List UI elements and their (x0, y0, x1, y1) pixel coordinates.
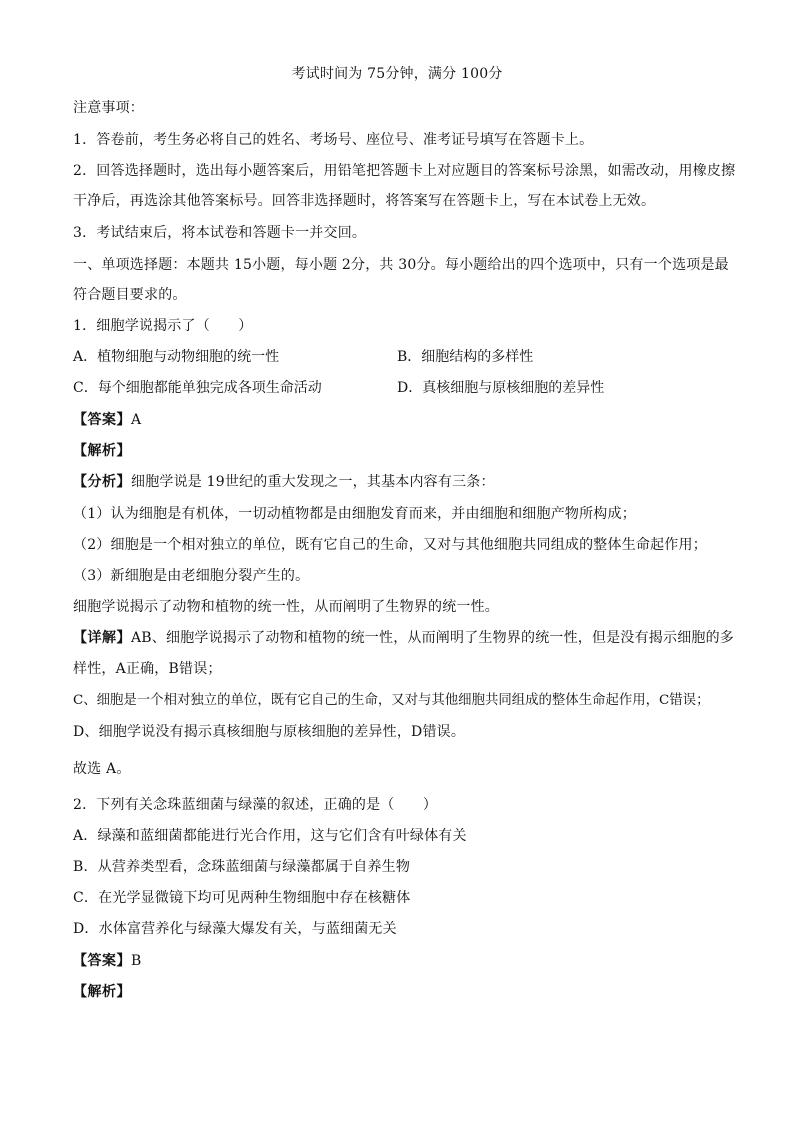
q1-fenxi (73, 472, 495, 492)
q1-option-c: C．每个细胞都能单独完成各项生命活动 (73, 380, 322, 396)
q2-answer-value: B (131, 953, 142, 969)
q2-option-d: D．水体富营养化与绿藻大爆发有关，与蓝细菌无关 (73, 921, 397, 937)
q1-answer-tag: 【答案】 (73, 412, 131, 428)
q1-options-row-1 (73, 347, 723, 367)
q2-answer (73, 951, 142, 971)
section-heading-line-2: 符合题目要求的。 (73, 287, 187, 303)
notice-item-3: 3．考试结束后，将本试卷和答题卡一并交回。 (73, 225, 367, 241)
q1-conclusion: 故选 A。 (73, 761, 131, 777)
q1-point-3: （3）新细胞是由老细胞分裂产生的。 (73, 568, 310, 584)
q1-analysis-label: 【解析】 (73, 443, 131, 459)
q1-xiangjie-line-1 (73, 628, 734, 648)
q1-point-1: （1）认为细胞是有机体，一切动植物都是由细胞发育而来，并由细胞和细胞产物所构成； (73, 506, 636, 522)
q1-analysis-tag (73, 441, 131, 461)
q1-stem: 1．细胞学说揭示了（ ） (73, 318, 253, 334)
q1-answer-value: A (131, 412, 142, 428)
q2-option-a: A．绿藻和蓝细菌都能进行光合作用，这与它们含有叶绿体有关 (73, 828, 467, 844)
q1-xiangjie-line-2: 样性，A正确，B错误； (73, 661, 222, 677)
q2-answer-tag: 【答案】 (73, 953, 131, 969)
q1-fenxi-tag: 【分析】 (73, 474, 131, 490)
q1-xiangjie-text: AB、细胞学说揭示了动物和植物的统一性，从而阐明了生物界的统一性，但是没有揭示细胞的多 (131, 630, 734, 646)
q2-option-b: B．从营养类型看，念珠蓝细菌与绿藻都属于自养生物 (73, 859, 411, 875)
q1-detail-d: D、细胞学说没有揭示真核细胞与原核细胞的差异性，D错误。 (73, 724, 466, 740)
q1-option-b: B．细胞结构的多样性 (397, 349, 534, 365)
q2-stem: 2．下列有关念珠蓝细菌与绿藻的叙述，正确的是（ ） (73, 797, 438, 813)
q2-analysis-tag (73, 982, 131, 1002)
exam-time-info: 考试时间为 75分钟，满分 100分 (291, 66, 503, 82)
q2-analysis-label: 【解析】 (73, 984, 131, 1000)
q1-option-d: D．真核细胞与原核细胞的差异性 (397, 380, 605, 396)
q1-point-2: （2）细胞是一个相对独立的单位，既有它自己的生命，又对与其他细胞共同组成的整体生命起作用； (73, 537, 707, 553)
section-heading-line-1: 一、单项选择题：本题共 15小题，每小题 2分，共 30分。每小题给出的四个选项中，只有一个选项是最 (73, 257, 729, 273)
q1-answer (73, 410, 141, 430)
q1-summary: 细胞学说揭示了动物和植物的统一性，从而阐明了生物界的统一性。 (73, 599, 499, 615)
q1-detail-c: C、细胞是一个相对独立的单位，既有它自己的生命，又对与其他细胞共同组成的整体生命起作用，C错误； (73, 693, 710, 708)
q1-fenxi-text: 细胞学说是 19世纪的重大发现之一，其基本内容有三条： (131, 474, 495, 490)
notice-item-2-line-1: 2．回答选择题时，选出每小题答案后，用铅笔把答题卡上对应题目的答案标号涂黑，如需改动，用橡皮擦 (73, 163, 736, 179)
q1-option-a: A．植物细胞与动物细胞的统一性 (73, 349, 280, 365)
q1-xiangjie-tag: 【详解】 (73, 630, 131, 646)
notice-item-1: 1．答卷前，考生务必将自己的姓名、考场号、座位号、准考证号填写在答题卡上。 (73, 132, 594, 148)
notice-title: 注意事项： (73, 100, 144, 116)
notice-item-2-line-2: 干净后，再选涂其他答案标号。回答非选择题时，将答案写在答题卡上，写在本试卷上无效。 (73, 193, 656, 209)
q2-option-c: C．在光学显微镜下均可见两种生物细胞中存在核糖体 (73, 890, 411, 906)
q1-options-row-2 (73, 378, 723, 398)
